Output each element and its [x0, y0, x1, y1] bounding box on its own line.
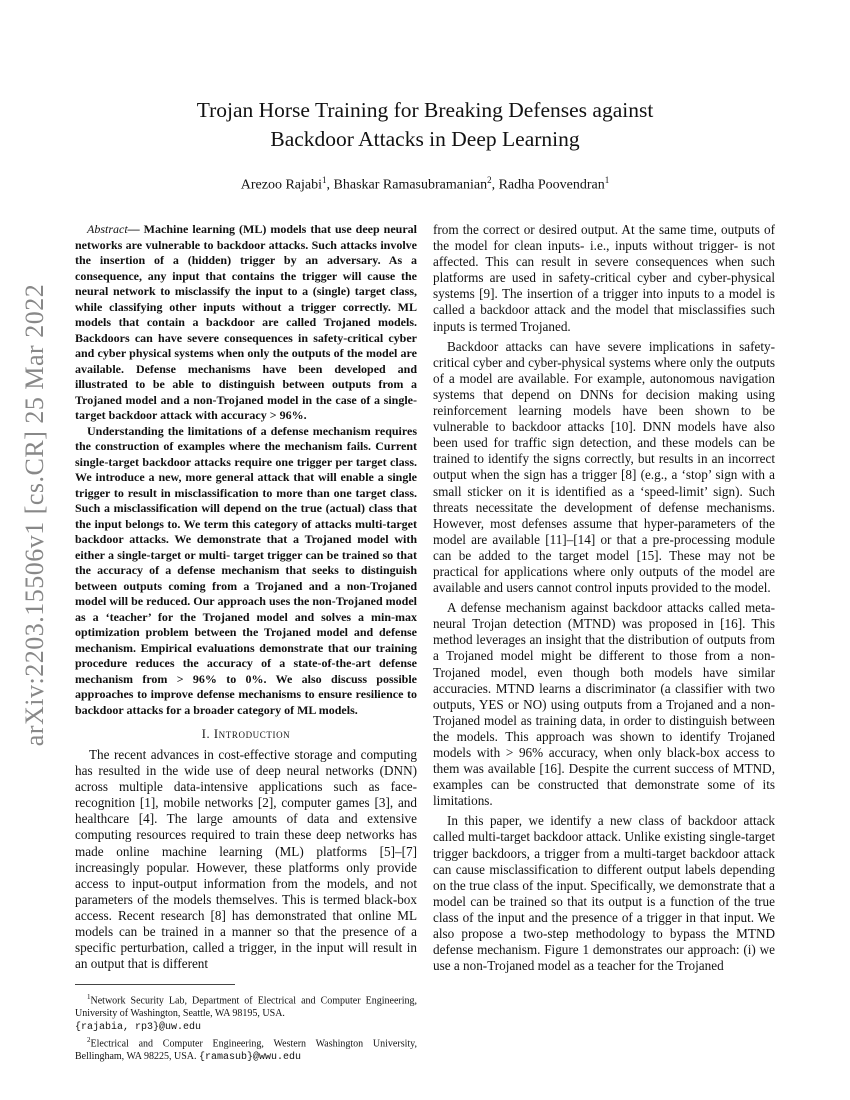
author-1: Arezoo Rajabi: [240, 177, 323, 193]
footnote-1-email: {rajabia, rp3}@uw.edu: [75, 1021, 202, 1033]
author-3-affiliation: 1: [604, 175, 610, 185]
author-list: Arezoo Rajabi$^1$, Bhaskar Ramasubramanian$^2$, Radha Poovendran$^1$: [240, 175, 610, 193]
abstract-text-2: Understanding the limitations of a defense mechanism requires the construction of examples where the mechanism fails. Current single-target backdoor attacks require one trigger per target class. We introduce a new, more general attack that will enable a single trigger to result in misclassification to more than one target class. Such a misclassification will depend on the true (actual) class that the input belongs to. We term this category of attacks multi-target backdoor attacks. We demonstrate that a Trojaned model with either a single-target or multi- target trigger can be trained so that the accuracy of a defense mechanism that seeks to distinguish between outputs coming from a Trojaned and a non-Trojaned model will be reduced. Our approach uses the non-Trojaned model as a ‘teacher’ for the Trojaned model and solves a min-max optimization problem between the Trojaned model and defense mechanism. Empirical evaluations demonstrate that our training procedure reduces the accuracy of a state-of-the-art defense mechanism from > 96% to 0%. We also discuss possible approaches to improve defense mechanisms to ensure resilience to backdoor attacks for a broader category of ML models.: [75, 423, 417, 717]
abstract-text-1: — Machine learning (ML) models that use deep neural networks are vulnerable to backdoor attacks. Such attacks involve the insertion of a (hidden) trigger by an adversary. As a consequence, any input that contains the trigger will cause the neural network to misclassify the input to a (single) target class, while classifying other inputs without a trigger correctly. ML models that contain a backdoor are called Trojaned models. Backdoors can have severe consequences in safety-critical cyber and cyber physical systems when only the outputs of the model are available. Defense mechanisms have been developed and illustrated to be able to distinguish between outputs from a Trojaned model and a non-Trojaned model in the case of a single-target backdoor attack with accuracy > 96%.: [75, 222, 417, 422]
left-column: [75, 222, 417, 1064]
section-heading-introduction: I. Introduction: [201, 727, 291, 741]
author-2-affiliation: 2: [487, 175, 492, 185]
right-column: [433, 222, 775, 974]
footnote-2: $^2$Electrical and Computer Engineering, Western Washington University, Bellingham, WA 98225, USA. {ramasub}@wwu.edu: [75, 1036, 417, 1063]
right-paragraph-1: from the correct or desired output. At the same time, outputs of the model for clean inputs- i.e., inputs without trigger- is not affected. This can result in severe consequences when such platforms are used in safety-critical cyber and cyber-physical systems [9]. The insertion of a trigger into inputs to a model is called a backdoor attack and the model that misclassifies such inputs is termed Trojaned.: [433, 222, 775, 334]
author-3: Radha Poovendran: [498, 177, 605, 193]
abstract-label: Abstract: [87, 222, 128, 236]
author-2: Bhaskar Ramasubramanian: [333, 177, 488, 193]
abstract-paragraph-1: [75, 222, 417, 424]
right-paragraph-3: A defense mechanism against backdoor attacks called meta-neural Trojan detection (MTND) was proposed in [16]. This method leverages an insight that the distribution of outputs from a Trojaned model might be different to those from a non-Trojaned model, even though both models have similar accuracies. MTND learns a discriminator (a classifier with two outputs, YES or NO) using outputs from a Trojaned and a non-Trojaned model as training data, in order to distinguish between the models. This approach was shown to identify Trojaned models with > 96% accuracy, when only black-box access to them was available [16]. Despite the current success of MTND, examples can be constructed that demonstrate some of its limitations.: [433, 600, 775, 809]
footnote-2-email: {ramasub}@wwu.edu: [198, 1051, 302, 1063]
right-paragraph-4: In this paper, we identify a new class of backdoor attack called multi-target backdoor attack. Unlike existing single-target trigger backdoors, a trigger from a multi-target backdoor attack can cause misclassification to different output labels depending on the true class of the input. Specifically, we demonstrate that a model can be trained so that its output is a function of the true class of the input and the presence of a trigger in that input. We also propose a two-step methodology to bypass the MTND defense mechanism. Figure 1 demonstrates our approach: (i) we use a non-Trojaned model as a teacher for the Trojaned: [433, 813, 775, 974]
footnote-2-text: Electrical and Computer Engineering, Western Washington University, Bellingham, WA 98225, USA.: [75, 1038, 417, 1062]
right-paragraph-2: Backdoor attacks can have severe implications in safety-critical cyber and cyber-physical systems where only the outputs of a model are available. For example, autonomous navigation systems that depend on DNNs for decision making using reinforcement learning models have been shown to be vulnerable to backdoor attacks [10]. DNN models have also been used for traffic sign detection, and these models can be trained to identify the signs correctly, but results in an incorrect output when the sign has a trigger [8] (e.g., a ‘stop’ sign with a small sticker on it is identified as a ‘speed-limit’ sign). Such threats necessitate the development of defense mechanisms. However, most defenses assume that hyper-parameters of the model are available [11]–[14] or that a pre-processing module can be added to the target model [15]. These may not be practical for applications where only outputs of the model are available and users cannot control inputs provided to the model.: [433, 338, 775, 596]
abstract-paragraph-2: [75, 424, 417, 719]
title-line-2: Backdoor Attacks in Deep Learning: [270, 127, 580, 151]
footnote-divider: [75, 984, 235, 985]
footnote-1: $^1$Network Security Lab, Department of Electrical and Computer Engineering, University of Washington, Seattle, WA 98195, USA. {rajabia, rp3}@uw.edu: [75, 993, 417, 1033]
footnote-1-text: Network Security Lab, Department of Electrical and Computer Engineering, University of Washington, Seattle, WA 98195, USA.: [75, 995, 417, 1020]
intro-paragraph-1: The recent advances in cost-effective storage and computing has resulted in the wide use of deep neural networks (DNN) across multiple data-intensive applications such as face-recognition [1], mobile networks [2], computer games [3], and healthcare [4]. The large amounts of data and extensive computing resources required to train these deep networks has made online machine learning (ML) platforms [5]–[7] increasingly popular. However, these platforms only provide access to input-output information from the models, and not parameters of the models themselves. This is termed black-box access. Recent research [8] has demonstrated that online ML models can be trained in a manner so that the presence of a specific perturbation, called a trigger, in the input will result in an output that is different: [75, 747, 417, 972]
arxiv-identifier: [10, 283, 60, 747]
paper-title: [80, 96, 770, 154]
arxiv-id-text: arXiv:2203.15506v1 [cs.CR] 25 Mar 2022: [20, 283, 49, 747]
title-line-1: Trojan Horse Training for Breaking Defenses against: [196, 98, 654, 122]
author-1-affiliation: 1: [322, 175, 327, 185]
